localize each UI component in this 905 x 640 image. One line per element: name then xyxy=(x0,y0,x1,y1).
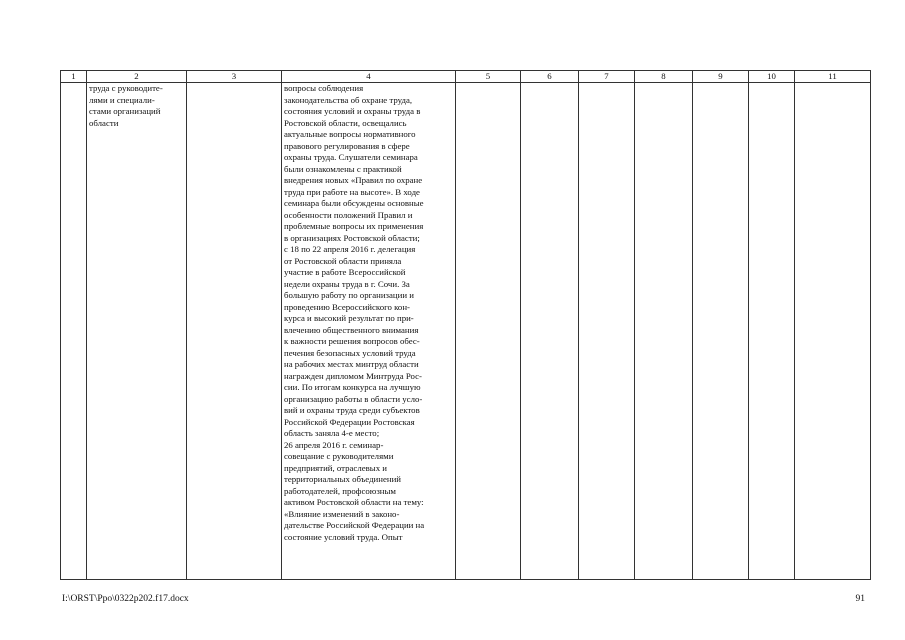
cell-col-11 xyxy=(795,83,871,580)
header-col-2: 2 xyxy=(87,71,187,83)
footer-file-path: I:\ORST\Ppo\0322p202.f17.docx xyxy=(62,594,189,604)
cell-col-2-text: труда с руководите- лями и специали- стами организаций области xyxy=(89,83,163,128)
header-col-1: 1 xyxy=(61,71,87,83)
cell-col-9 xyxy=(693,83,749,580)
cell-col-4 xyxy=(282,83,456,580)
cell-col-10 xyxy=(749,83,795,580)
header-col-6: 6 xyxy=(521,71,579,83)
cell-col-5 xyxy=(456,83,521,580)
cell-col-2 xyxy=(87,83,187,580)
cell-col-8 xyxy=(635,83,693,580)
footer-page-number: 91 xyxy=(855,594,865,604)
header-row xyxy=(61,71,871,83)
header-col-4: 4 xyxy=(282,71,456,83)
cell-col-6 xyxy=(521,83,579,580)
cell-col-4-text: вопросы соблюдения законодательства об охране труда, состояния условий и охраны труда в Ростовской области, освещались актуальные вопросы нормативного правового регулирования в сфере охраны труда. Слушатели семинара были ознакомлены с практикой внедрения новых «Правил по охране труда при работе на высоте». В ходе семинара были обсуждены основные особенности положений Правил и проблемные вопросы их применения в организациях Ростовской области; с 18 по 22 апреля 2016 г. делегация от Ростовской области приняла участие в работе Всероссийской недели охраны труда в г. Сочи. За большую работу по организации и проведению Всероссийского кон- курса и высокий результат по при- влечению общественного внимания к важности решения вопросов обес- печения безопасных условий труда на рабочих местах минтруд области награжден дипломом Минтруда Рос- сии. По итогам конкурса на лучшую организацию работы в области усло- вий и охраны труда среди субъектов Российской Федерации Ростовская область заняла 4-е место; 26 апреля 2016 г. семинар- совещание с руководителями предприятий, отраслевых и территориальных объединений работодателей, профсоюзным активом Ростовской области на тему: «Влияние изменений в законо- дательстве Российской Федерации на состояние условий труда. Опыт xyxy=(284,83,425,542)
header-col-7: 7 xyxy=(579,71,635,83)
header-col-11: 11 xyxy=(795,71,871,83)
cell-col-3 xyxy=(187,83,282,580)
cell-col-1 xyxy=(61,83,87,580)
header-col-10: 10 xyxy=(749,71,795,83)
cell-col-7 xyxy=(579,83,635,580)
header-col-5: 5 xyxy=(456,71,521,83)
header-col-8: 8 xyxy=(635,71,693,83)
header-col-3: 3 xyxy=(187,71,282,83)
header-col-9: 9 xyxy=(693,71,749,83)
table-row xyxy=(61,83,871,580)
main-table xyxy=(60,70,871,580)
